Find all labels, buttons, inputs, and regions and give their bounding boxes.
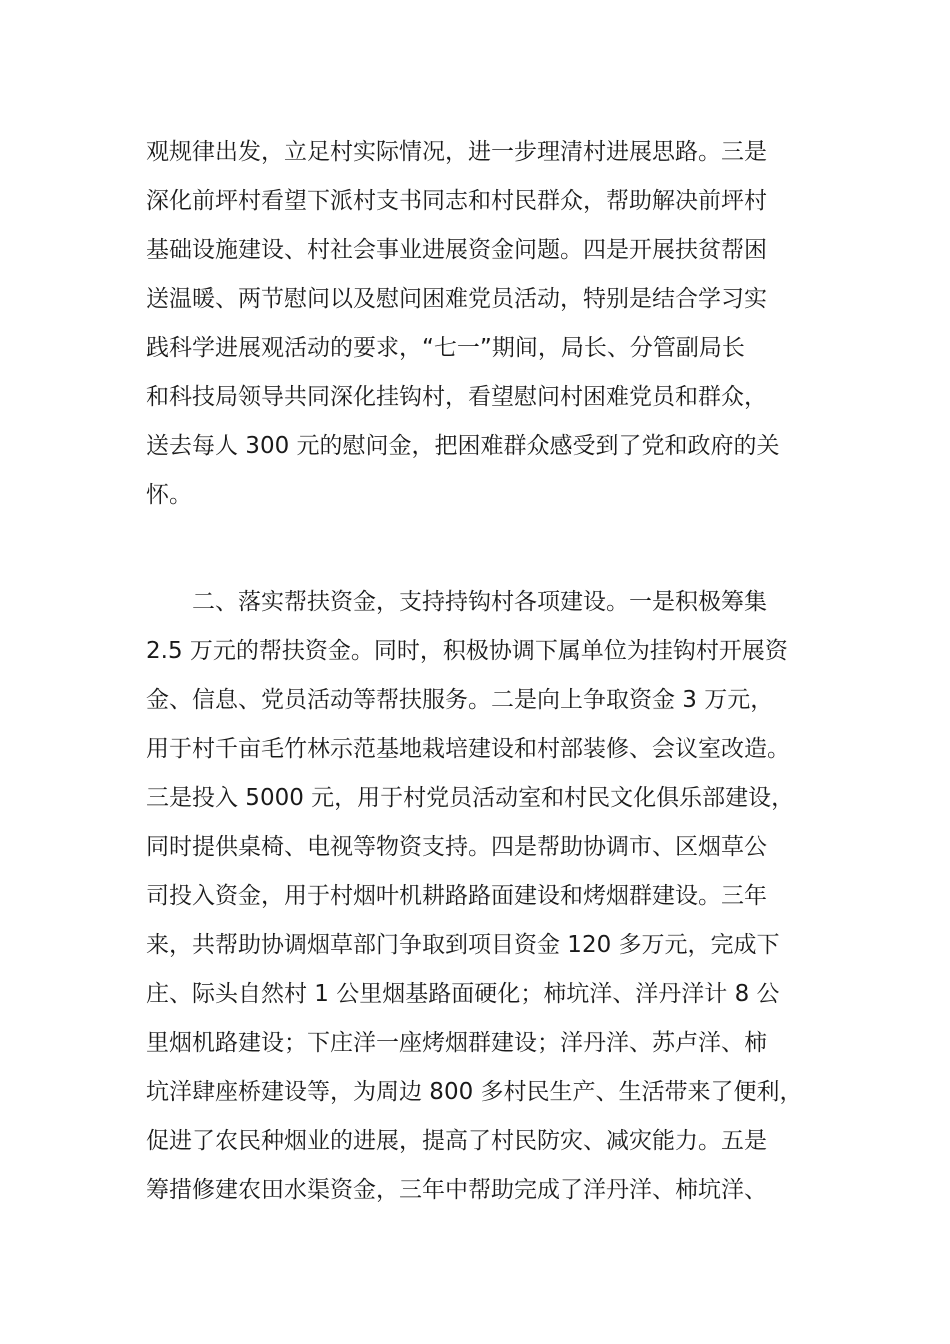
paragraph-line: 二、落实帮扶资金，支持持钩村各项建设。一是积极筹集 [146, 589, 767, 615]
paragraph-line: 送去每人 300 元的慰问金，把困难群众感受到了党和政府的关 [146, 433, 780, 459]
paragraph-line: 司投入资金，用于村烟叶机耕路路面建设和烤烟群建设。三年 [146, 883, 767, 909]
paragraph-line: 坑洋肆座桥建设等，为周边 800 多村民生产、生活带来了便利， [146, 1079, 803, 1105]
paragraph-line: 送温暖、两节慰问以及慰问困难党员活动，特别是结合学习实 [146, 286, 767, 312]
paragraph-line: 筹措修建农田水渠资金，三年中帮助完成了洋丹洋、柿坑洋、 [146, 1177, 767, 1203]
paragraph-1 [146, 128, 822, 520]
paragraph-line: 基础设施建设、村社会事业进展资金问题。四是开展扶贫帮困 [146, 237, 767, 263]
paragraph-line: 怀。 [146, 482, 192, 508]
paragraph-2 [146, 578, 822, 1215]
paragraph-line: 践科学进展观活动的要求，“七一”期间，局长、分管副局长 [146, 335, 745, 361]
paragraph-line: 用于村千亩毛竹林示范基地栽培建设和村部装修、会议室改造。 [146, 736, 790, 762]
paragraph-line: 2.5 万元的帮扶资金。同时，积极协调下属单位为挂钩村开展资 [146, 638, 788, 664]
paragraph-line: 和科技局领导共同深化挂钩村，看望慰问村困难党员和群众， [146, 384, 767, 410]
paragraph-line: 观规律出发，立足村实际情况，进一步理清村进展思路。三是 [146, 139, 767, 165]
paragraph-line: 庄、际头自然村 1 公里烟基路面硬化；柿坑洋、洋丹洋计 8 公 [146, 981, 780, 1007]
paragraph-line: 同时提供桌椅、电视等物资支持。四是帮助协调市、区烟草公 [146, 834, 767, 860]
paragraph-line: 促进了农民种烟业的进展，提高了村民防灾、减灾能力。五是 [146, 1128, 767, 1154]
paragraph-line: 深化前坪村看望下派村支书同志和村民群众，帮助解决前坪村 [146, 188, 767, 214]
paragraph-line: 三是投入 5000 元，用于村党员活动室和村民文化俱乐部建设， [146, 785, 795, 811]
paragraph-line: 金、信息、党员活动等帮扶服务。二是向上争取资金 3 万元， [146, 687, 774, 713]
paragraph-line: 里烟机路建设；下庄洋一座烤烟群建设；洋丹洋、苏卢洋、柿 [146, 1030, 767, 1056]
paragraph-line: 来，共帮助协调烟草部门争取到项目资金 120 多万元，完成下 [146, 932, 780, 958]
